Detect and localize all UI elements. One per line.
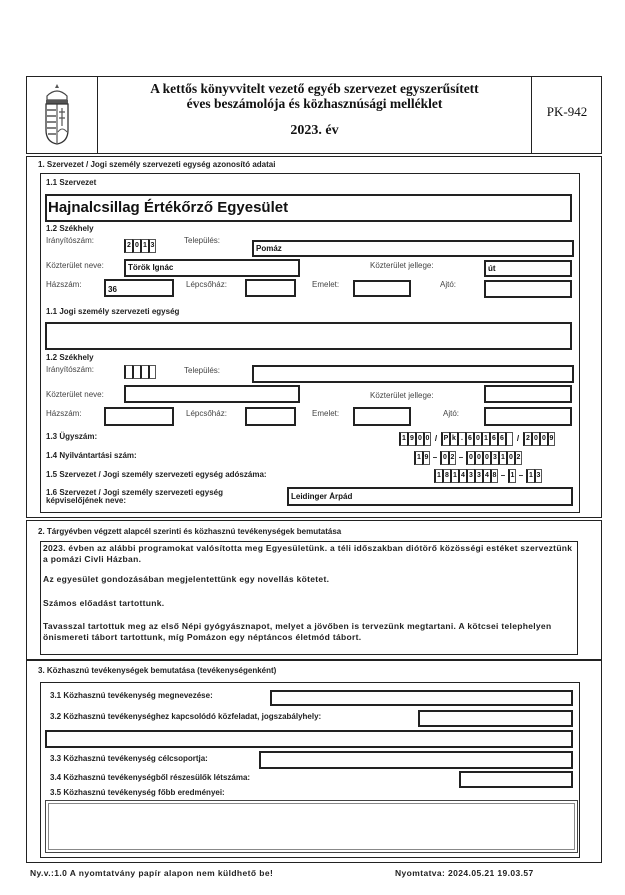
- target-group-label: 3.3 Közhasznú tevékenység célcsoportja:: [50, 754, 208, 763]
- digit-cell[interactable]: 1: [450, 469, 458, 483]
- digit-cell[interactable]: 0: [473, 432, 481, 446]
- activity-name-field[interactable]: [270, 690, 573, 706]
- unit-stair-label: Lépcsőház:: [186, 409, 227, 418]
- digit-cell[interactable]: 3: [474, 469, 482, 483]
- unit-house-label: Házszám:: [46, 409, 82, 418]
- separator: –: [518, 471, 524, 480]
- header-emblem-cell: [26, 76, 98, 154]
- digit-cell[interactable]: 9: [407, 432, 415, 446]
- target-group-field[interactable]: [259, 751, 573, 769]
- hungarian-coat-of-arms-icon: [42, 82, 72, 146]
- city-label: Település:: [184, 236, 221, 245]
- form-year: 2023. év: [290, 123, 339, 138]
- unit-label: 1.1 Jogi személy szervezeti egység: [46, 307, 180, 316]
- case-number-field[interactable]: [399, 432, 555, 446]
- activity-name-label: 3.1 Közhasznú tevékenység megnevezése:: [50, 691, 213, 700]
- representative-value: Leidinger Árpád: [291, 492, 353, 501]
- unit-zip-field[interactable]: [124, 365, 156, 379]
- results-textarea[interactable]: [45, 800, 578, 853]
- digit-cell[interactable]: 6: [497, 432, 505, 446]
- digit-cell[interactable]: 1: [434, 469, 442, 483]
- unit-house-field[interactable]: [104, 407, 174, 426]
- registry-number-field[interactable]: [414, 451, 522, 465]
- representative-label-line1: 1.6 Szervezet / Jogi személy szervezeti egység: [46, 488, 223, 497]
- digit-cell[interactable]: [124, 365, 132, 379]
- activities-paragraph: Tavasszal tartottuk meg az első Népi gyógyásznapot, melyet a jövőben is tervezünk megtartani. A kötcsei telephelyen önismereti tábort tartottunk, míg Pomázon egy néptáncos életmód tábort.: [43, 621, 552, 642]
- digit-cell[interactable]: 0: [506, 451, 514, 465]
- digit-cell[interactable]: 8: [442, 469, 450, 483]
- street-type-label: Közterület jellege:: [370, 261, 434, 270]
- digit-cell[interactable]: 1: [508, 469, 516, 483]
- case-number-label: 1.3 Ügyszám:: [46, 432, 98, 441]
- digit-cell[interactable]: 0: [482, 451, 490, 465]
- representative-label-line2: képviselőjének neve:: [46, 496, 127, 505]
- floor-label: Emelet:: [312, 280, 340, 289]
- form-title-line1: A kettős könyvvitelt vezető egyéb szervezet egyszerűsített: [150, 81, 479, 96]
- digit-cell[interactable]: 9: [547, 432, 555, 446]
- digit-cell[interactable]: 0: [474, 451, 482, 465]
- unit-name-field[interactable]: [45, 322, 572, 350]
- unit-street-type-field[interactable]: [484, 385, 572, 403]
- city-field[interactable]: [252, 240, 574, 257]
- digit-cell[interactable]: 9: [422, 451, 430, 465]
- digit-cell[interactable]: 0: [440, 451, 448, 465]
- beneficiaries-field[interactable]: [459, 771, 573, 788]
- digit-cell[interactable]: 6: [489, 432, 497, 446]
- digit-cell[interactable]: [132, 365, 140, 379]
- floor-field[interactable]: [353, 280, 411, 297]
- zip-field[interactable]: [124, 239, 156, 253]
- digit-cell[interactable]: 6: [465, 432, 473, 446]
- digit-cell[interactable]: 4: [458, 469, 466, 483]
- form-code: PK-942: [546, 104, 588, 119]
- unit-floor-label: Emelet:: [312, 409, 340, 418]
- digit-cell[interactable]: 3: [534, 469, 542, 483]
- public-task-label: 3.2 Közhasznú tevékenységhez kapcsolódó közfeladat, jogszabályhely:: [50, 712, 322, 721]
- unit-street-type-label: Közterület jellege:: [370, 391, 434, 400]
- digit-cell[interactable]: 0: [132, 239, 140, 253]
- street-type-field[interactable]: [484, 260, 572, 277]
- unit-city-label: Település:: [184, 366, 221, 375]
- print-timestamp: Nyomtatva: 2024.05.21 19.03.57: [395, 868, 534, 878]
- separator: /: [434, 434, 438, 443]
- house-label: Házszám:: [46, 280, 82, 289]
- street-value: Török Ignác: [128, 263, 174, 272]
- digit-cell[interactable]: 1: [481, 432, 489, 446]
- digit-cell[interactable]: 2: [448, 451, 456, 465]
- unit-stair-field[interactable]: [245, 407, 296, 426]
- unit-door-label: Ajtó:: [443, 409, 460, 418]
- door-field[interactable]: [484, 280, 572, 298]
- digit-cell[interactable]: 0: [415, 432, 423, 446]
- digit-cell[interactable]: 8: [490, 469, 498, 483]
- digit-cell[interactable]: 3: [490, 451, 498, 465]
- zip-label: Irányítószám:: [46, 236, 95, 245]
- digit-cell[interactable]: 2: [523, 432, 531, 446]
- org-name-value: Hajnalcsillag Értékőrző Egyesület: [48, 199, 289, 216]
- door-label: Ajtó:: [440, 280, 457, 289]
- tax-number-field[interactable]: [434, 469, 542, 483]
- unit-street-field[interactable]: [124, 385, 300, 403]
- digit-cell[interactable]: 4: [482, 469, 490, 483]
- house-value: 36: [108, 285, 117, 294]
- unit-floor-field[interactable]: [353, 407, 411, 426]
- separator: –: [432, 453, 438, 462]
- form-title-line2: éves beszámolója és közhasznúsági melléklet: [186, 96, 443, 111]
- section2-title: 2. Tárgyévben végzett alapcél szerinti és közhasznú tevékenységek bemutatása: [38, 527, 342, 536]
- stair-field[interactable]: [245, 279, 296, 297]
- digit-cell[interactable]: .: [457, 432, 465, 446]
- org-label: 1.1 Szervezet: [46, 178, 97, 187]
- public-task-field-continued[interactable]: [45, 730, 573, 748]
- footer-note: Ny.v.:1.0 A nyomtatvány papír alapon nem küldhető be!: [30, 868, 274, 878]
- digit-cell[interactable]: 1: [140, 239, 148, 253]
- activities-textarea[interactable]: [40, 541, 578, 655]
- digit-cell[interactable]: 0: [539, 432, 547, 446]
- unit-zip-label: Irányítószám:: [46, 365, 95, 374]
- separator: –: [458, 453, 464, 462]
- digit-cell[interactable]: 1: [526, 469, 534, 483]
- digit-cell[interactable]: k: [449, 432, 457, 446]
- digit-cell[interactable]: 2: [514, 451, 522, 465]
- digit-cell[interactable]: P: [441, 432, 449, 446]
- unit-seat-label: 1.2 Székhely: [46, 353, 94, 362]
- beneficiaries-label: 3.4 Közhasznú tevékenységből részesülők létszáma:: [50, 773, 251, 782]
- unit-city-field[interactable]: [252, 365, 574, 383]
- digit-cell[interactable]: 0: [531, 432, 539, 446]
- digit-cell[interactable]: 1: [399, 432, 407, 446]
- digit-cell[interactable]: 1: [414, 451, 422, 465]
- unit-street-label: Közterület neve:: [46, 390, 104, 399]
- digit-cell[interactable]: [505, 432, 513, 446]
- activities-paragraph: Az egyesület gondozásában megjelentettünk egy novellás kötetet.: [43, 574, 330, 584]
- digit-cell[interactable]: [148, 365, 156, 379]
- digit-cell[interactable]: 1: [498, 451, 506, 465]
- header-title-cell: [98, 76, 532, 154]
- digit-cell[interactable]: 0: [423, 432, 431, 446]
- activities-paragraph: Számos előadást tartottunk.: [43, 597, 165, 608]
- activities-paragraph: 2023. évben az alábbi programokat valósította meg Egyesületünk. a téli időszakban diótörő közösségi estéket szerveztünk a pomázi Civli Házban.: [43, 543, 573, 564]
- separator: –: [500, 471, 506, 480]
- results-label: 3.5 Közhasznú tevékenység főbb eredményei:: [50, 788, 225, 797]
- stair-label: Lépcsőház:: [186, 280, 227, 289]
- unit-door-field[interactable]: [484, 407, 572, 426]
- city-value: Pomáz: [256, 244, 282, 253]
- digit-cell[interactable]: 3: [466, 469, 474, 483]
- separator: /: [516, 434, 520, 443]
- digit-cell[interactable]: 3: [148, 239, 156, 253]
- section1-title: 1. Szervezet / Jogi személy szervezeti egység azonosító adatai: [38, 160, 276, 169]
- tax-number-label: 1.5 Szervezet / Jogi személy szervezeti egység adószáma:: [46, 470, 267, 479]
- street-label: Közterület neve:: [46, 261, 104, 270]
- digit-cell[interactable]: 2: [124, 239, 132, 253]
- seat-label: 1.2 Székhely: [46, 224, 94, 233]
- digit-cell[interactable]: [140, 365, 148, 379]
- section3-title: 3. Közhasznú tevékenységek bemutatása (tevékenységenként): [38, 666, 277, 675]
- digit-cell[interactable]: 0: [466, 451, 474, 465]
- registry-number-label: 1.4 Nyilvántartási szám:: [46, 451, 137, 460]
- street-type-value: út: [488, 264, 496, 273]
- public-task-field[interactable]: [418, 710, 573, 727]
